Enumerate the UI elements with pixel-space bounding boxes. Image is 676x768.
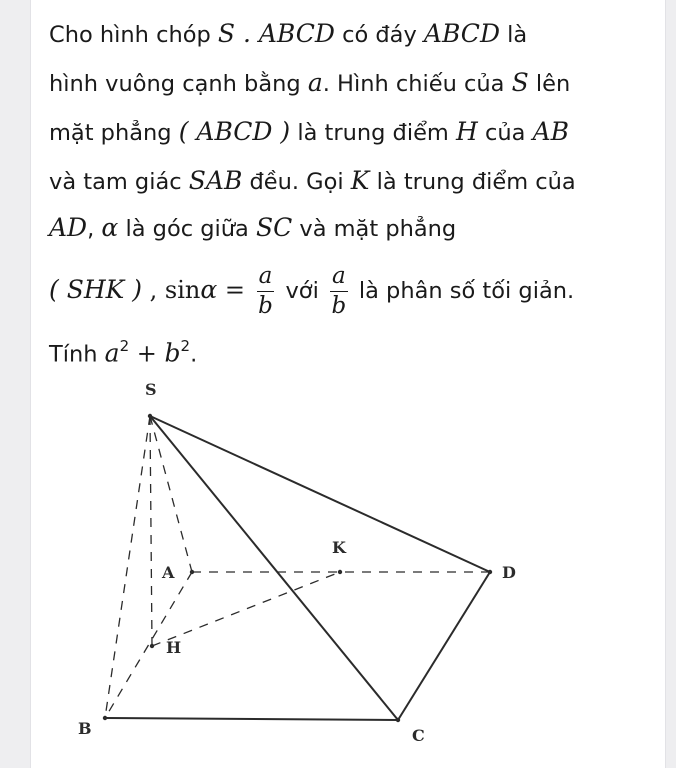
point-S	[148, 414, 152, 418]
fraction-numerator: a	[257, 265, 275, 292]
edge-HK	[152, 572, 340, 646]
math-span: α	[200, 275, 218, 304]
text-span: là phân số tối giản.	[351, 278, 575, 304]
point-B	[103, 716, 107, 720]
label-A: A	[162, 563, 175, 582]
text-span: là	[499, 22, 528, 48]
text-span: Cho hình chóp	[49, 22, 218, 48]
math-span: b	[164, 338, 181, 368]
superscript: 2	[180, 337, 191, 355]
math-span: SAB	[188, 166, 243, 195]
math-span: =	[217, 276, 253, 304]
text-span: .	[190, 341, 198, 368]
text-span: mặt phẳng	[49, 120, 179, 146]
text-span: đều. Gọi	[242, 169, 351, 195]
point-H	[150, 644, 154, 648]
math-span: α	[101, 213, 119, 242]
text-span: hình vuông cạnh bằng	[49, 71, 308, 97]
text-span: là góc giữa	[118, 216, 256, 242]
math-span: a	[104, 338, 120, 368]
label-S: S	[145, 380, 157, 399]
point-A	[190, 570, 194, 574]
edge-SA	[150, 416, 192, 572]
edge-SC	[150, 416, 398, 720]
point-C	[396, 718, 400, 722]
math-span: +	[129, 339, 165, 368]
math-span: SC	[255, 213, 293, 242]
text-span: với	[278, 278, 326, 304]
math-span: a	[307, 68, 323, 97]
edge-SH	[150, 416, 152, 646]
math-span: , sin	[142, 276, 201, 304]
text-span: và mặt phẳng	[292, 216, 457, 242]
text-span: của	[477, 120, 533, 146]
text-span: Tính	[49, 341, 105, 368]
math-span: ( ABCD )	[178, 117, 291, 146]
math-span: S	[511, 68, 529, 97]
fraction-numerator: a	[330, 265, 348, 292]
superscript: 2	[119, 337, 130, 355]
text-span: có đáy	[334, 22, 424, 48]
label-C: C	[412, 726, 425, 745]
math-span: K	[350, 166, 370, 195]
text-span: ,	[87, 216, 102, 242]
point-D	[488, 570, 492, 574]
text-span: là trung điểm của	[369, 169, 576, 195]
math-span: ABCD	[423, 19, 500, 48]
text-span: . Hình chiếu của	[322, 71, 512, 97]
text-span: là trung điểm	[290, 120, 457, 146]
edge-CD	[398, 572, 490, 720]
math-span: S . ABCD	[217, 19, 335, 48]
math-span: AB	[532, 117, 569, 146]
text-span: lên	[528, 71, 571, 97]
edge-BC	[105, 718, 398, 720]
label-B: B	[78, 719, 92, 738]
label-D: D	[502, 563, 516, 582]
text-span: và tam giác	[49, 169, 189, 195]
label-H: H	[166, 638, 182, 657]
fraction-denominator: b	[331, 293, 347, 319]
edge-SD	[150, 416, 490, 572]
fraction-denominator: b	[258, 293, 273, 319]
vertex-labels	[78, 380, 516, 745]
edge-SB	[105, 416, 150, 718]
math-span: AD	[49, 213, 88, 242]
math-span: ( SHK )	[49, 275, 143, 304]
math-span: H	[456, 117, 478, 146]
label-K: K	[332, 538, 346, 557]
point-K	[338, 570, 342, 574]
